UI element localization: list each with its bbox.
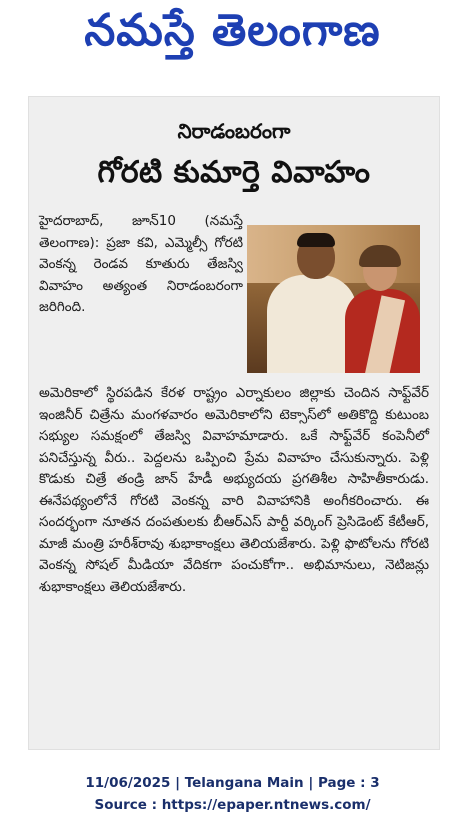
newspaper-title: నమస్తే తెలంగాణ — [84, 5, 381, 56]
wedding-photo — [247, 225, 420, 373]
news-clipping — [28, 96, 440, 750]
source-link[interactable]: Source : https://epaper.ntnews.com/ — [94, 797, 371, 813]
article-headline: గోరటి కుమార్తె వివాహం — [97, 155, 371, 190]
edition-info: 11/06/2025 | Telangana Main | Page : 3 — [85, 775, 380, 791]
article-body-paragraph: అమెరికాలో స్థిరపడిన కేరళ రాష్ట్రం ఎర్నాకులం జిల్లాకు చెందిన సాఫ్ట్‌వేర్ ఇంజినీర్ చిత్రేను మంగళవారం అమెరికాలోని టెక్సాస్‌లో అతికొద్ది కుటుంబ సభ్యుల సమక్షంలో తేజస్వి వివాహమాడారు. ఒకే సాఫ్ట్‌వేర్ కంపెనీలో పనిచేస్తున్న వీరు.. పెద్దలను ఒప్పించి ప్రేమ వివాహం చేసుకున్నారు. పెళ్లి కొడుకు చిత్రే తండ్రి జాన్ హేడీ అభ్యుదయ ప్రగతిశీల సాహితీకారుడు. ఈనేపథ్యంలోనే గోరటి వెంకన్న వారి వివాహానికి అంగీకరించారు. ఈ సందర్భంగా నూతన దంపతులకు బీఆర్ఎస్ పార్టీ వర్కింగ్ ప్రెసిడెంట్ కేటీఆర్, మాజీ మంత్రి హరీశ్‌రావు శుభాకాంక్షలు తెలియజేశారు. పెళ్లి ఫొటోలను గోరటి వెంకన్న సోషల్ మీడియా వేదికగా పంచుకోగా.. అభిమానులు, నెటిజన్లు శుభాకాంక్షలు తెలియజేశారు. — [39, 385, 429, 595]
masthead — [0, 0, 465, 72]
article-body — [39, 383, 429, 598]
groom-hair — [297, 233, 335, 247]
groom-figure — [267, 275, 357, 373]
article-kicker: నిరాడంబరంగా — [177, 119, 291, 143]
source-footer — [0, 772, 465, 816]
article-intro: హైదరాబాద్, జూన్10 (నమస్తే తెలంగాణ): ప్రజా కవి, ఎమ్మెల్సీ గోరటి వెంకన్న రెండవ కూతురు తేజస్వి వివాహం అత్యంత నిరాడంబరంగా జరిగింది. — [39, 213, 243, 315]
